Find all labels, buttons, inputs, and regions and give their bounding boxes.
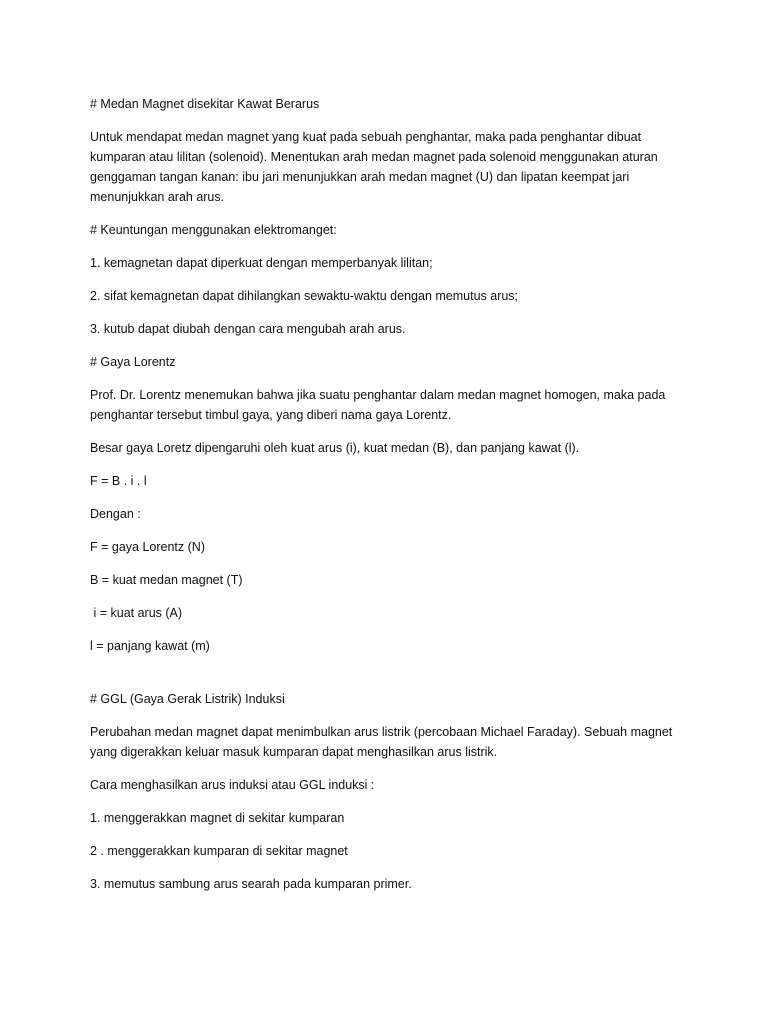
heading-ggl: # GGL (Gaya Gerak Listrik) Induksi <box>90 692 285 706</box>
ggl-method-1: 1. menggerakkan magnet di sekitar kumparan <box>90 811 345 825</box>
heading-magnetic-field: # Medan Magnet disekitar Kawat Berarus <box>90 97 320 111</box>
ggl-intro: Cara menghasilkan arus induksi atau GGL induksi : <box>90 778 375 792</box>
with-label: Dengan : <box>90 507 141 521</box>
paragraph-faraday: Perubahan medan magnet dapat menimbulkan arus listrik (percobaan Michael Faraday). Sebuah magnet yang digerakkan keluar masuk kumparan dapat menghasilkan arus listrik. <box>90 725 676 759</box>
paragraph-lorentz-factors: Besar gaya Loretz dipengaruhi oleh kuat arus (i), kuat medan (B), dan panjang kawat (l). <box>90 441 580 455</box>
definition-magnetic-field: B = kuat medan magnet (T) <box>90 573 243 587</box>
definition-length: l = panjang kawat (m) <box>90 639 210 653</box>
definition-current: i = kuat arus (A) <box>90 606 183 620</box>
definition-force: F = gaya Lorentz (N) <box>90 540 205 554</box>
heading-lorentz: # Gaya Lorentz <box>90 355 176 369</box>
paragraph-solenoid: Untuk mendapat medan magnet yang kuat pada sebuah penghantar, maka pada penghantar dibuat kumparan atau lilitan (solenoid). Menentukan arah medan magnet pada solenoid menggunakan aturan genggaman tangan kanan: ibu jari menunjukkan arah medan magnet (U) dan lipatan keempat jari menunjukkan arah arus. <box>90 130 662 204</box>
heading-advantages: # Keuntungan menggunakan elektromanget: <box>90 223 337 237</box>
section-spacer <box>90 669 690 689</box>
document-page <box>90 94 690 907</box>
advantage-item-3: 3. kutub dapat diubah dengan cara mengubah arah arus. <box>90 322 406 336</box>
advantage-item-1: 1. kemagnetan dapat diperkuat dengan memperbanyak lilitan; <box>90 256 433 270</box>
ggl-method-3: 3. memutus sambung arus searah pada kumparan primer. <box>90 877 412 891</box>
ggl-method-2: 2 . menggerakkan kumparan di sekitar magnet <box>90 844 348 858</box>
lorentz-formula: F = B . i . l <box>90 474 147 488</box>
paragraph-lorentz-discovery: Prof. Dr. Lorentz menemukan bahwa jika suatu penghantar dalam medan magnet homogen, maka pada penghantar tersebut timbul gaya, yang diberi nama gaya Lorentz. <box>90 388 669 422</box>
advantage-item-2: 2. sifat kemagnetan dapat dihilangkan sewaktu-waktu dengan memutus arus; <box>90 289 519 303</box>
